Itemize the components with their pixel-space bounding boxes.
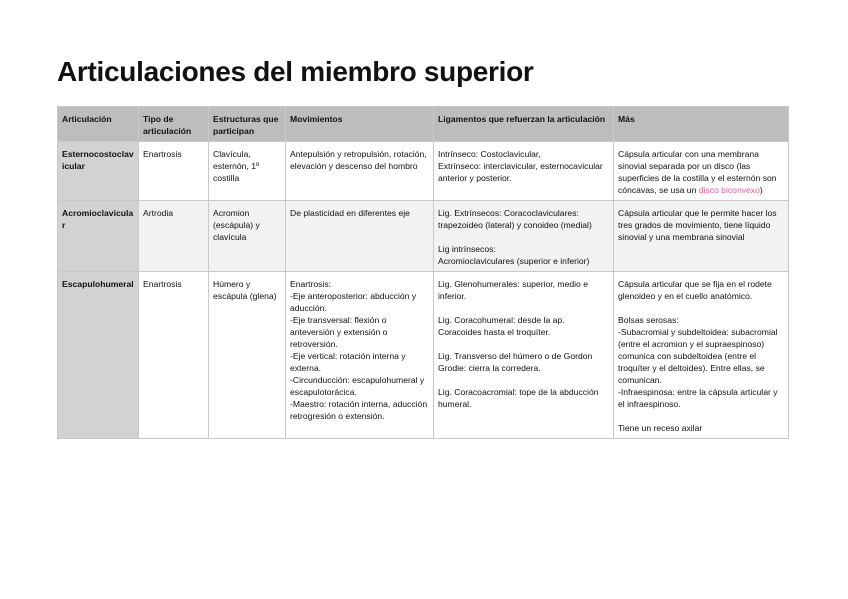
- cell-tipo: [139, 272, 209, 439]
- ligamentos-text: Lig. Coracohumeral: desde la ap. Coracoides hasta el troquíter.: [438, 315, 565, 337]
- cell-movimientos: [286, 272, 434, 439]
- mas-text: Cápsula articular que se fija en el rodete glenoideo y en el cuello anatómico.: [618, 279, 772, 301]
- cell-ligamentos: [434, 272, 614, 439]
- ligamentos-text: Lig. Extrínsecos: Coracoclaviculares: trapezoideo (lateral) y conoideo (medial): [438, 208, 592, 230]
- ligamentos-text: Lig. Glenohumerales: superior, medio e inferior.: [438, 279, 588, 301]
- tipo-text: Artrodia: [143, 208, 174, 218]
- cell-movimientos: [286, 142, 434, 201]
- cell-estructuras: [209, 272, 286, 439]
- articulacion-name: Escapulohumeral: [62, 279, 134, 289]
- articulacion-name: Esternocostoclavicular: [62, 149, 134, 171]
- cell-mas: [614, 272, 789, 439]
- articulacion-name: Acromioclavicular: [62, 208, 134, 230]
- movimientos-text: De plasticidad en diferentes eje: [290, 208, 410, 218]
- ligamentos-text: Intrínseco: Costoclavicular, Extrínseco: interclavicular, esternocavicular anterior y posterior.: [438, 149, 603, 183]
- cell-mas: [614, 201, 789, 272]
- ligamentos-text: Lig intrínsecos: Acromioclaviculares (superior e inferior): [438, 244, 590, 266]
- ligamentos-text: Lig. Transverso del húmero o de Gordon Grodie: cierra la corredera.: [438, 351, 593, 373]
- cell-ligamentos: [434, 201, 614, 272]
- column-header-movimientos: Movimientos: [286, 107, 434, 142]
- mas-text: Bolsas serosas: -Subacromial y subdeltoidea: subacromial (entre el acromion y el supraespinoso) comunica con subdeltoidea (entre el troquíter y el deltoides). Entre ellas, se comunican. -Infraespinosa: entre la cápsula articular y el infraespinoso.: [618, 315, 778, 409]
- cell-tipo: [139, 142, 209, 201]
- page-title: Articulaciones del miembro superior: [57, 56, 534, 87]
- cell-mas: [614, 142, 789, 201]
- cell-articulacion: [58, 201, 139, 272]
- cell-movimientos: [286, 201, 434, 272]
- cell-articulacion: [58, 142, 139, 201]
- table-row: [58, 142, 789, 201]
- tipo-text: Enartrosis: [143, 149, 182, 159]
- movimientos-text: Enartrosis: -Eje anteroposterior: abducción y aducción. -Eje transversal: flexión o anteversión y extensión o retroversión. -Eje vertical: rotación interna y externa. -Circunducción: escapulohumeral y escapulotorácica. -Maestro: rotación interna, aducción retrogresión o extensión.: [290, 279, 428, 421]
- mas-highlight-text: disco biconvexo: [698, 185, 760, 195]
- tipo-text: Enartrosis: [143, 279, 182, 289]
- estructuras-text: Acromion (escápula) y clavícula: [213, 208, 260, 242]
- mas-text: [618, 148, 784, 196]
- table-header-row: [58, 107, 789, 142]
- estructuras-text: Húmero y escápula (glena): [213, 279, 277, 301]
- cell-tipo: [139, 201, 209, 272]
- mas-text: Cápsula articular que le permite hacer los tres grados de movimiento, tiene líquido sinovial y una membrana sinovial: [618, 208, 777, 242]
- movimientos-text: Antepulsión y retropulsión, rotación, elevación y descenso del hombro: [290, 149, 427, 171]
- articulations-table: [57, 106, 789, 439]
- cell-estructuras: [209, 201, 286, 272]
- mas-text-end: ): [759, 185, 763, 195]
- cell-ligamentos: [434, 142, 614, 201]
- column-header-tipo: Tipo de articulación: [139, 107, 209, 142]
- cell-estructuras: [209, 142, 286, 201]
- column-header-estructuras: Estructuras que participan: [209, 107, 286, 142]
- cell-articulacion: [58, 272, 139, 439]
- mas-text: Tiene un receso axilar: [618, 423, 703, 433]
- table-row: [58, 201, 789, 272]
- column-header-mas: Más: [614, 107, 789, 142]
- mas-text-start: Cápsula articular con una membrana sinovial separada por un disco (las superficies de la costilla y el esternón son cóncavas, se usa un: [618, 149, 777, 195]
- column-header-ligamentos: Ligamentos que refuerzan la articulación: [434, 107, 614, 142]
- table-row: [58, 272, 789, 439]
- estructuras-text: Clavícula, esternón, 1º costilla: [213, 149, 260, 183]
- column-header-articulacion: Articulación: [58, 107, 139, 142]
- ligamentos-text: Lig. Coracoacromial: tope de la abducción humeral.: [438, 387, 599, 409]
